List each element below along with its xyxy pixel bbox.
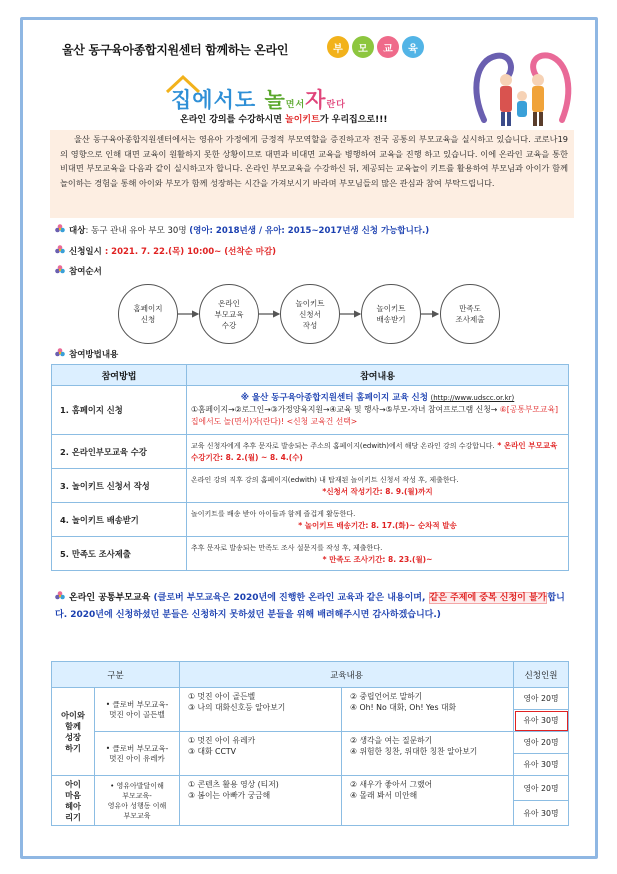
- row-text: 교육 신청자에게 추후 문자로 발송되는 주소의 홈페이지(edwith)에서 해당 온라인 강의 수강합니다.: [191, 441, 495, 450]
- table-row: [52, 469, 569, 503]
- badge-yuk: 육: [402, 36, 424, 58]
- target-label: 대상: [69, 226, 86, 236]
- row-red: * 만족도 조사기간: 8. 23.(월)~: [322, 554, 433, 564]
- row-content: [187, 537, 569, 571]
- step-1: [118, 284, 178, 344]
- sub-program-cell: • 클로버 부모교육- 멋진 아이 유레카: [95, 732, 180, 776]
- logo-part3: 자: [305, 88, 327, 112]
- topics-right: [342, 732, 514, 776]
- topic-item: ③ 봄이는 아빠가 궁금해: [188, 791, 271, 800]
- step-3: [280, 284, 340, 344]
- logo-text: [171, 84, 346, 114]
- logo-small2: 란다: [326, 100, 346, 110]
- method-header-2: 참여내용: [187, 365, 569, 386]
- homepage-link[interactable]: (http://www.udscc.or.kr): [430, 394, 515, 402]
- badge-bu: 부: [327, 36, 349, 58]
- registrant-cell: 영아 20명: [514, 776, 569, 801]
- topic-item: ① 멋진 아이 유레카: [188, 736, 256, 745]
- order-title: 참여순서: [69, 267, 102, 277]
- row-red: *신청서 작성기간: 8. 9.(월)까지: [322, 486, 433, 496]
- row-label: 1. 홈페이지 신청: [52, 386, 187, 435]
- registrant-cell: 영아 20명: [514, 688, 569, 710]
- topic-item: ① 콘텐츠 활용 영상 (티저): [188, 780, 279, 789]
- table-row: [52, 776, 569, 801]
- table-row: [52, 503, 569, 537]
- topic-item: ④ 몰래 봐서 미안해: [350, 791, 418, 800]
- topics-right: [342, 776, 514, 826]
- topics-right: [342, 688, 514, 732]
- table-row: [52, 732, 569, 754]
- row-red: * 온라인 부모교육 수강기간: 8. 2.(월) ~ 8. 4.(수): [191, 440, 558, 462]
- logo-small: 면서: [285, 100, 306, 110]
- badge-gyo: 교: [377, 36, 399, 58]
- tagline-highlight: 놀이키트: [285, 115, 320, 125]
- row-label: 5. 만족도 조사제출: [52, 537, 187, 571]
- row-red: * 놀이키트 배송기간: 8. 17.(화)~ 순차적 발송: [298, 520, 457, 530]
- row-content: [187, 503, 569, 537]
- step-1-label: 홈페이지 신청: [133, 304, 163, 324]
- topics-left: [180, 688, 342, 732]
- table-row: [52, 386, 569, 435]
- sub-program-cell: • 영유아발달이해 부모교육- 영유아 성행동 이해 부모교육: [95, 776, 180, 826]
- family-illustration: [466, 50, 578, 130]
- notice-lead: 온라인 공통부모교육: [69, 593, 151, 603]
- badge-mo: 모: [352, 36, 374, 58]
- step-2: [199, 284, 259, 344]
- step-2-label: 온라인 부모교육 수강: [214, 298, 244, 330]
- tagline: [180, 112, 387, 125]
- edu-header-registrants: 신청인원: [514, 662, 569, 688]
- intro-text: 울산 동구육아종합지원센터에서는 영유아 가정에게 긍정적 부모역할을 증진하고자 전국 공통의 부모교육을 실시하고 있습니다. 코로나19의 영향으로 인해 대면 교육이 원활하지 못한 상황이므로 대면과 비대면 교육을 병행하여 교육을 진행 하고 있습니다. 이에 온라인 교육을 통한 비대면 부모교육을 다음과 같이 실시하고자 합니다. 온라인 부모교육을 수강하신 뒤, 제공되는 교육놀이 키트를 활용하여 부모님과 아이가 함께 놀이하는 경험을 통해 아이와 부모가 함께 성장하는 시간을 가져보시기 바라며 부모님들의 많은 관심과 참여 부탁드립니다.: [60, 134, 568, 188]
- notice-paragraph: [55, 590, 571, 624]
- topic-item: ④ 위험한 칭찬, 위대한 칭찬 알아보기: [350, 747, 478, 756]
- row-label: 2. 온라인부모교육 수강: [52, 435, 187, 469]
- order-heading: [55, 265, 102, 277]
- schedule-text: : 2021. 7. 22.(목) 10:00~ (선착순 마감): [101, 247, 277, 257]
- row-text: 놀이키트를 배송 받아 아이들과 함께 즐겁게 활동한다.: [191, 509, 356, 518]
- row-content: [187, 435, 569, 469]
- apply-steps-red: ⑥[공통부모교육]집에서도 놀(면서)자(란다)! <신청 교육건 선택>: [191, 405, 559, 426]
- flower-bullet-icon: [55, 591, 65, 601]
- education-table: [51, 661, 569, 826]
- method-table: [51, 364, 569, 571]
- process-steps: [118, 282, 503, 354]
- category-cell: 아이 마음 헤아 리기: [52, 776, 95, 826]
- target-text: : 동구 관내 유아 부모 30명: [85, 226, 190, 236]
- step-5: [440, 284, 500, 344]
- registrant-cell: 유아 30명: [514, 801, 569, 826]
- table-row: [52, 537, 569, 571]
- notice-text2: 합니다. 2020년에 신청하셨던 분들은 신청하지 못하셨던 분들을 위해 배려해주시면 감사하겠습니다.): [55, 593, 565, 620]
- topic-item: ② 새우가 좋아서 그랬어: [350, 780, 433, 789]
- step-4: [361, 284, 421, 344]
- edu-header-content: 교육내용: [180, 662, 514, 688]
- schedule-line: [55, 245, 276, 257]
- registrant-cell: 영아 20명: [514, 732, 569, 754]
- row-content: [187, 386, 569, 435]
- topic-item: ③ 대화 CCTV: [188, 747, 236, 756]
- topic-item: ③ 나의 대화신호등 알아보기: [188, 703, 286, 712]
- topic-item: ④ Oh! No 대화, Oh! Yes 대화: [350, 703, 457, 712]
- intro-box: [50, 130, 574, 218]
- step-4-label: 놀이키트 배송받기: [376, 304, 406, 324]
- page-title: 울산 동구육아종합지원센터 함께하는 온라인: [62, 43, 289, 57]
- step-3-label: 놀이키트 신청서 작성: [295, 298, 325, 330]
- table-row: [52, 688, 569, 710]
- method-header-1: 참여방법: [52, 365, 187, 386]
- table-row: [52, 435, 569, 469]
- notice-boxed: 같은 주제에 중복 신청이 불가: [429, 593, 547, 603]
- sub-program-cell: • 클로버 부모교육- 멋진 아이 골든벨: [95, 688, 180, 732]
- registrant-cell: 유아 30명: [514, 754, 569, 776]
- tagline-pre: 온라인 강의를 수강하시면: [180, 115, 286, 125]
- logo-part2: 놀: [264, 88, 286, 112]
- flower-bullet-icon: [55, 245, 65, 255]
- topics-left: [180, 776, 342, 826]
- flower-bullet-icon: [55, 265, 65, 275]
- notice-text1: (클로버 부모교육은 2020년에 진행한 온라인 교육과 같은 내용이며,: [150, 593, 429, 603]
- category-cell: 아이와 함께 성장 하기: [52, 688, 95, 776]
- target-note: (영아: 2018년생 / 유아: 2015~2017년생 신청 가능합니다.): [189, 226, 430, 236]
- flower-bullet-icon: [55, 348, 65, 358]
- row-content: [187, 469, 569, 503]
- apply-notice: ※ 울산 동구육아종합지원센터 홈페이지 교육 신청: [240, 393, 428, 403]
- row-label: 4. 놀이키트 배송받기: [52, 503, 187, 537]
- edu-header-category: 구분: [52, 662, 180, 688]
- step-5-label: 만족도 조사제출: [455, 304, 485, 324]
- apply-steps: ①홈페이지→②로그인→③가정양육지원→④교육 및 행사→⑤부모-자녀 참여프로그램 신청→: [191, 405, 498, 414]
- tagline-post: 가 우리집으로!!!: [319, 115, 388, 125]
- program-logo: [163, 74, 378, 114]
- row-text: 추후 문자로 발송되는 만족도 조사 설문지를 작성 후, 제출한다.: [191, 543, 383, 552]
- row-label: 3. 놀이키트 신청서 작성: [52, 469, 187, 503]
- schedule-label: 신청일시: [69, 247, 102, 257]
- logo-part1: 집에서도: [171, 88, 265, 112]
- method-heading: [55, 348, 118, 360]
- row-text: 온라인 강의 직후 강의 홈페이지(edwith) 내 탑재된 놀이키트 신청서 작성 후, 제출한다.: [191, 475, 459, 484]
- registrant-cell: 유아 30명: [514, 710, 569, 732]
- flower-bullet-icon: [55, 224, 65, 234]
- topic-item: ① 멋진 아이 골든벨: [188, 692, 256, 701]
- title-badges: [327, 36, 424, 58]
- target-line: [55, 224, 429, 236]
- topic-item: ② 중립언어로 말하기: [350, 692, 423, 701]
- method-title: 참여방법내용: [69, 350, 119, 360]
- topic-item: ② 생각을 여는 질문하기: [350, 736, 433, 745]
- topics-left: [180, 732, 342, 776]
